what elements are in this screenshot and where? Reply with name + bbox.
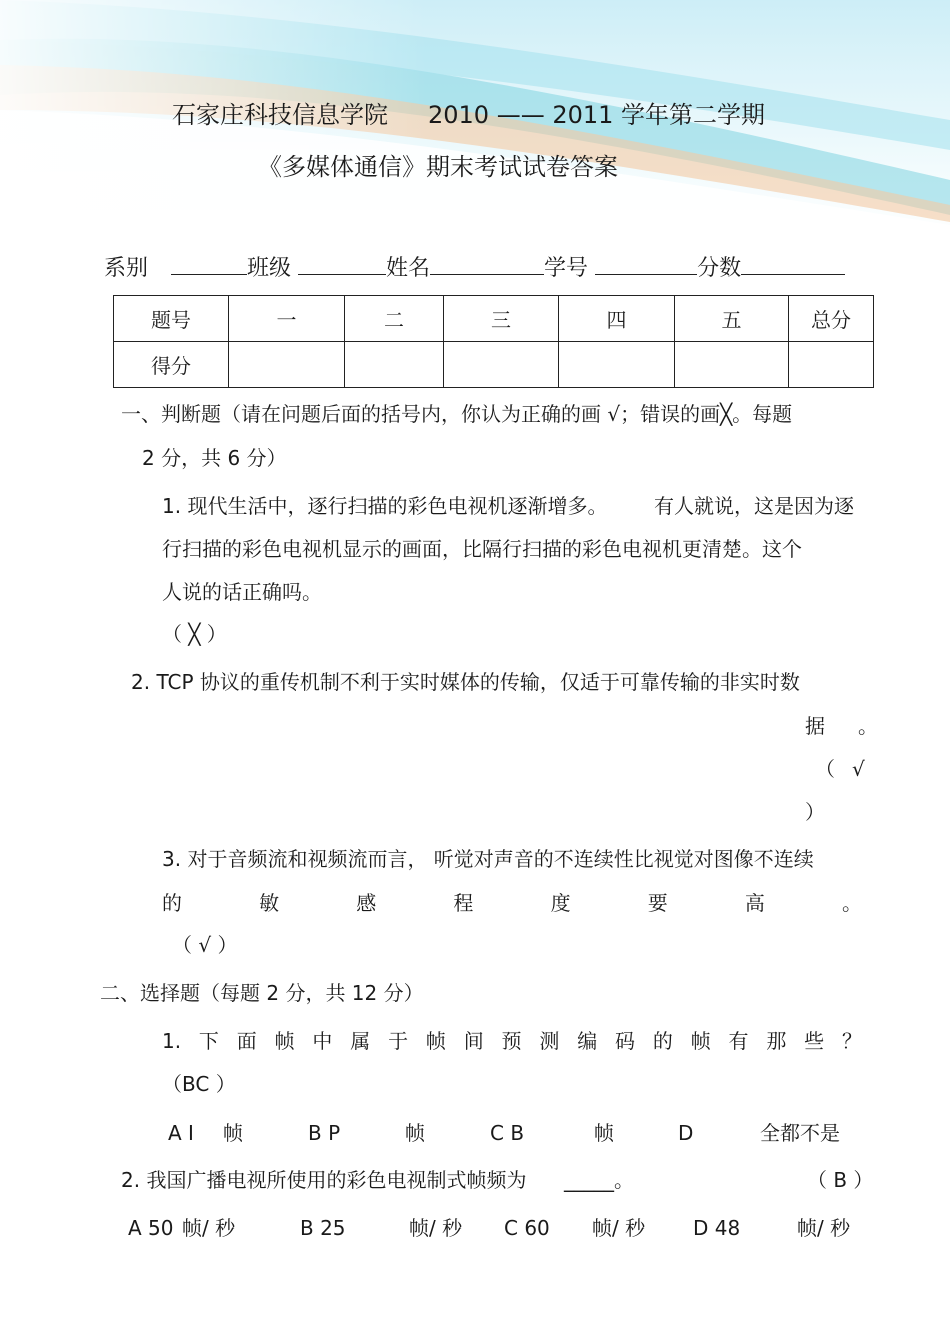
info-row [104,254,845,283]
spaced-char: 有 [728,1029,749,1053]
s2-q2-option-a: A 50 [128,1216,174,1240]
s1-q2-line2a: 据 [805,714,825,738]
spaced-char: 1. [162,1029,182,1053]
label-student-no: 学号 [544,256,589,281]
s2-q1-option-d: D [678,1121,694,1145]
s2-q1-answer: （BC ） [162,1072,236,1096]
table-header-cell: 一 [229,296,345,342]
label-name: 姓名 [386,256,431,281]
spaced-char: 码 [615,1029,636,1053]
s1-q1-line3: 人说的话正确吗。 [162,580,322,604]
s2-q2-option-c-unit: 帧/ 秒 [592,1216,646,1240]
s2-q2-option-d-unit: 帧/ 秒 [797,1216,851,1240]
blank-dept [171,254,247,275]
spaced-char: 程 [453,891,474,915]
s1-q2-line3a: （ [815,757,835,781]
blank-name [430,254,544,275]
s1-q1-line1a: 1. 现代生活中，逐行扫描的彩色电视机逐渐增多。 [162,494,608,518]
score-table-score-row [114,342,874,388]
table-row-label: 得分 [114,342,229,388]
spaced-char: 测 [539,1029,560,1053]
s2-q2-option-b: B 25 [300,1216,346,1240]
spaced-char: 中 [312,1029,333,1053]
s2-q2-stem: 2. 我国广播电视所使用的彩色电视制式帧频为 [121,1168,527,1192]
label-score: 分数 [697,256,742,281]
spaced-char: 度 [550,891,571,915]
spaced-char: 预 [501,1029,522,1053]
score-cell[interactable] [345,342,444,388]
score-table [113,295,874,388]
s2-q2-option-d: D 48 [693,1216,741,1240]
spaced-char: 下 [198,1029,219,1053]
s2-q2-answer: （ B ） [807,1168,874,1192]
table-header-cell: 二 [345,296,444,342]
s1-q3-line2 [162,891,862,915]
blank-student-no [595,254,697,275]
s2-q2-blank: _____。 [564,1168,634,1192]
s2-q1-option-a: A I [168,1121,194,1145]
s1-q2-line1: 2. TCP 协议的重传机制不利于实时媒体的传输，仅适于可靠传输的非实时数 [131,670,800,694]
spaced-char: 些 [804,1029,825,1053]
section1-heading: 一、判断题（请在问题后面的括号内，你认为正确的画 √；错误的画╳。每题 [121,402,793,426]
s2-q1-option-d-text: 全都不是 [760,1121,840,1145]
s2-q1-option-b-unit: 帧 [405,1121,425,1145]
spaced-char: 属 [350,1029,371,1053]
spaced-char: 于 [388,1029,409,1053]
spaced-char: 要 [647,891,668,915]
spaced-char: ？ [842,1029,862,1053]
s2-q2-option-c: C 60 [504,1216,550,1240]
s2-q1-line1 [162,1029,862,1053]
table-header-cell: 四 [559,296,675,342]
score-cell[interactable] [559,342,675,388]
s2-q1-option-b: B P [308,1121,341,1145]
section1-heading-cont: 2 分，共 6 分） [142,446,287,470]
s2-q1-option-a-unit: 帧 [223,1121,243,1145]
blank-class [298,254,386,275]
spaced-char: 的 [652,1029,673,1053]
score-cell[interactable] [444,342,559,388]
table-header-cell: 五 [675,296,789,342]
score-cell[interactable] [229,342,345,388]
blank-score [741,254,845,275]
score-cell[interactable] [675,342,789,388]
spaced-char: 编 [577,1029,598,1053]
s2-q2-option-a-unit: 帧/ 秒 [182,1216,236,1240]
spaced-char: 高 [744,891,765,915]
s1-q3-answer: （ √ ） [172,933,238,957]
s2-q2-option-b-unit: 帧/ 秒 [409,1216,463,1240]
score-cell[interactable] [789,342,874,388]
title-exam: 《多媒体通信》期末考试试卷答案 [258,153,618,181]
title-term: 2010 —— 2011 学年第二学期 [428,101,766,129]
spaced-char: 的 [162,891,182,915]
spaced-char: 敏 [259,891,280,915]
spaced-char: 帧 [690,1029,711,1053]
s1-q3-line1: 3. 对于音频流和视频流而言， 听觉对声音的不连续性比视觉对图像不连续 [162,847,814,871]
spaced-char: 那 [766,1029,787,1053]
spaced-char: 感 [356,891,377,915]
label-class: 班级 [247,256,292,281]
spaced-char: 面 [236,1029,257,1053]
score-table-header-row [114,296,874,342]
label-dept: 系别 [104,256,149,281]
spaced-char: 帧 [425,1029,446,1053]
s1-q2-line4: ） [805,800,825,824]
table-header-cell: 三 [444,296,559,342]
s1-q1-answer: （ ╳ ） [162,622,227,646]
spaced-char: 间 [463,1029,484,1053]
s1-q1-line2: 行扫描的彩色电视机显示的画面，比隔行扫描的彩色电视机更清楚。这个 [162,537,802,561]
s2-q1-option-c-unit: 帧 [594,1121,614,1145]
section2-heading: 二、选择题（每题 2 分，共 12 分） [100,981,424,1005]
spaced-char: 帧 [274,1029,295,1053]
spaced-char: 。 [841,891,862,915]
title-school: 石家庄科技信息学院 [172,101,388,129]
s1-q2-line2b: 。 [858,714,878,738]
s1-q1-line1b: 有人就说，这是因为逐 [654,494,854,518]
s1-q2-line3b: √ [852,757,865,781]
s2-q1-option-c: C B [490,1121,525,1145]
table-header-cell: 总分 [789,296,874,342]
table-header-cell: 题号 [114,296,229,342]
